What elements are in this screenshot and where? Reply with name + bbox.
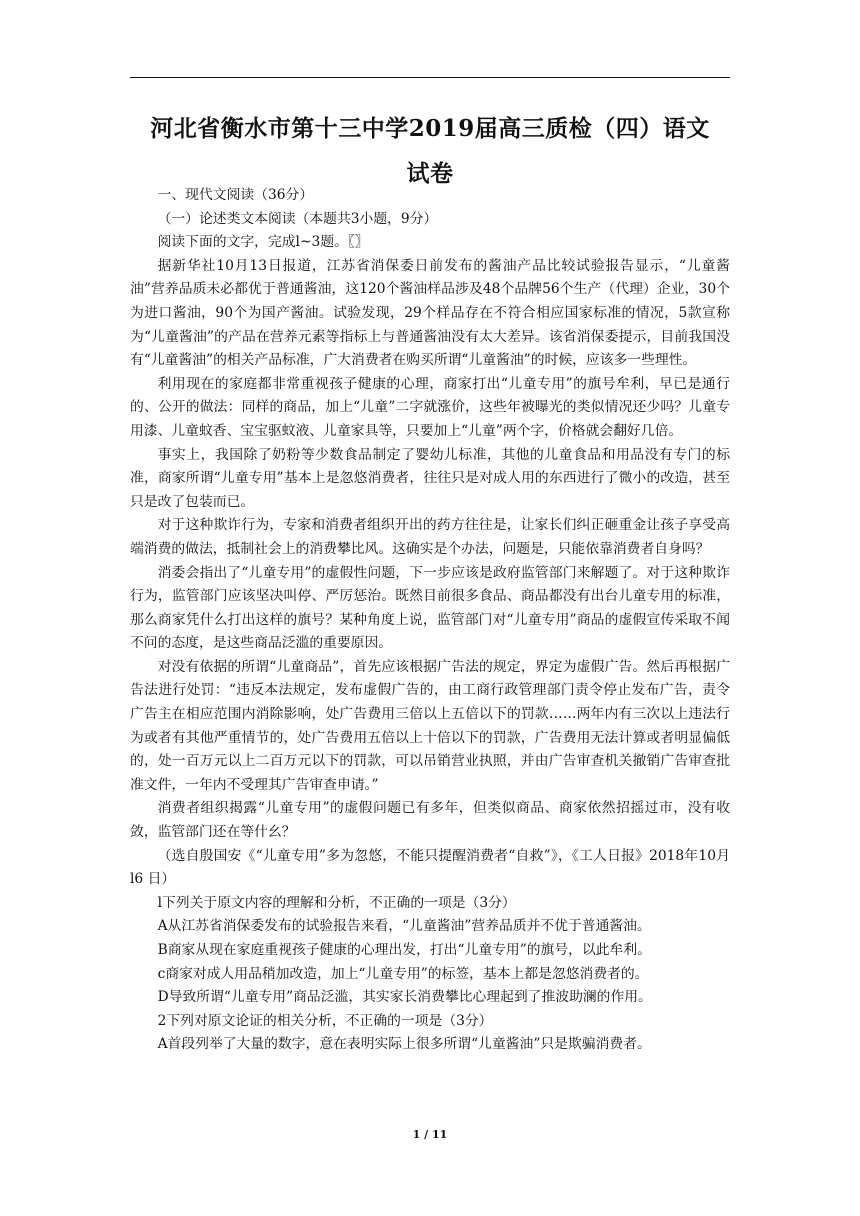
article-paragraph: 利用现在的家庭都非常重视孩子健康的心理，商家打出“儿童专用”的旗号牟利，早已是通行的、公开的做法：同样的商品，加上“儿童”二字就涨价，这些年被曝光的类似情况还少吗？儿童专用漆、儿童蚊香、宝宝驱蚊液、儿童家具等，只要加上“儿童”两个字，价格就会翻好几倍。 [130,375,730,439]
article-paragraph: 据新华社10月13日报道，江苏省消保委日前发布的酱油产品比较试验报告显示，“儿童酱油”营养品质未必都优于普通酱油，这120个酱油样品涉及48个品牌56个生产（代理）企业，30个为进口酱油，90个为国产酱油。试验发现，29个样品存在不符合相应国家标准的情况，5款宣称为“儿童酱油”的产品在营养元素等指标上与普通酱油没有太大差异。该省消保委提示，目前我国没有“儿童酱油”的相关产品标准，广大消费者在购买所谓“儿童酱油”的时候，应该多一些理性。 [130,257,730,369]
question-2-stem: 2下列对原文论证的相关分析，不正确的一项是（3分） [157,1012,493,1029]
subsection-heading: （一）论述类文本阅读（本题共3小题，9分） [157,210,438,227]
article-paragraph: 消费者组织揭露“儿童专用”的虚假问题已有多年，但类似商品、商家依然招摇过市，没有收敛，监管部门还在等什幺？ [130,800,730,841]
question-2-option-a: A首段列举了大量的数字，意在表明实际上很多所谓“儿童酱油”只是欺骗消费者。 [157,1036,651,1053]
question-1-stem: l下列关于原文内容的理解和分析，不正确的一项是（3分） [157,894,516,911]
question-1-option-a: A从江苏省消保委发布的试验报告来看，“儿童酱油”营养品质并不优于普通酱油。 [157,918,651,935]
question-1-option-c: c商家对成人用品稍加改造，加上“儿童专用”的标签，基本上都是忽悠消费者的。 [157,965,649,982]
page-number: 1 / 11 [412,1128,448,1141]
document-body [130,184,730,1057]
reading-instruction: 阅读下面的文字，完成l~3题。〖〗 [157,234,369,251]
document-title-line-2: 试卷 [406,160,454,187]
document-title-line-1: 河北省衡水市第十三中学2019届高三质检（四）语文 [150,115,710,142]
article-paragraph: 事实上，我国除了奶粉等少数食品制定了婴幼儿标准，其他的儿童食品和用品没有专门的标准，商家所谓“儿童专用”基本上是忽悠消费者，往往只是对成人用的东西进行了微小的改造，甚至只是改了包装而已。 [130,446,730,510]
question-1-option-b: B商家从现在家庭重视孩子健康的心理出发，打出“儿童专用”的旗号，以此牟利。 [157,942,651,958]
article-paragraph: 对没有依据的所谓“儿童商品”，首先应该根据广告法的规定，界定为虚假广告。然后再根据广告法进行处罚：“违反本法规定，发布虚假广告的，由工商行政管理部门责令停止发布广告，责令广告主在相应范围内消除影响，处广告费用三倍以上五倍以下的罚款……两年内有三次以上违法行为或者有其他严重情节的，处广告费用五倍以上十倍以下的罚款，广告费用无法计算或者明显偏低的，处一百万元以上二百万元以下的罚款，可以吊销营业执照，并由广告审查机关撤销广告审查批准文件，一年内不受理其广告审查申请。” [130,658,730,793]
question-1-option-d: D导致所谓“儿童专用”商品泛滥，其实家长消费攀比心理起到了推波助澜的作用。 [157,989,652,1006]
article-paragraph: 对于这种欺诈行为，专家和消费者组织开出的药方往往是，让家长们纠正砸重金让孩子享受高端消费的做法，抵制社会上的消费攀比风。这确实是个办法，问题是，只能依靠消费者自身吗？ [130,517,730,557]
article-paragraph: 消委会指出了“儿童专用”的虚假性问题，下一步应该是政府监管部门来解题了。对于这种欺诈行为，监管部门应该坚决叫停、严厉惩治。既然目前很多食品、商品都没有出台儿童专用的标准，那么商家凭什么打出这样的旗号？某种角度上说，监管部门对“儿童专用”商品的虚假宣传采取不闻不问的态度，是这些商品泛滥的重要原因。 [130,564,730,652]
header-rule [130,77,730,78]
article-source: （选自殷国安《“儿童专用”多为忽悠，不能只提醒消费者“自救”》，《工人日报》2018年10月l6 日） [130,847,730,888]
section-heading: 一、现代文阅读（36分） [157,187,314,203]
